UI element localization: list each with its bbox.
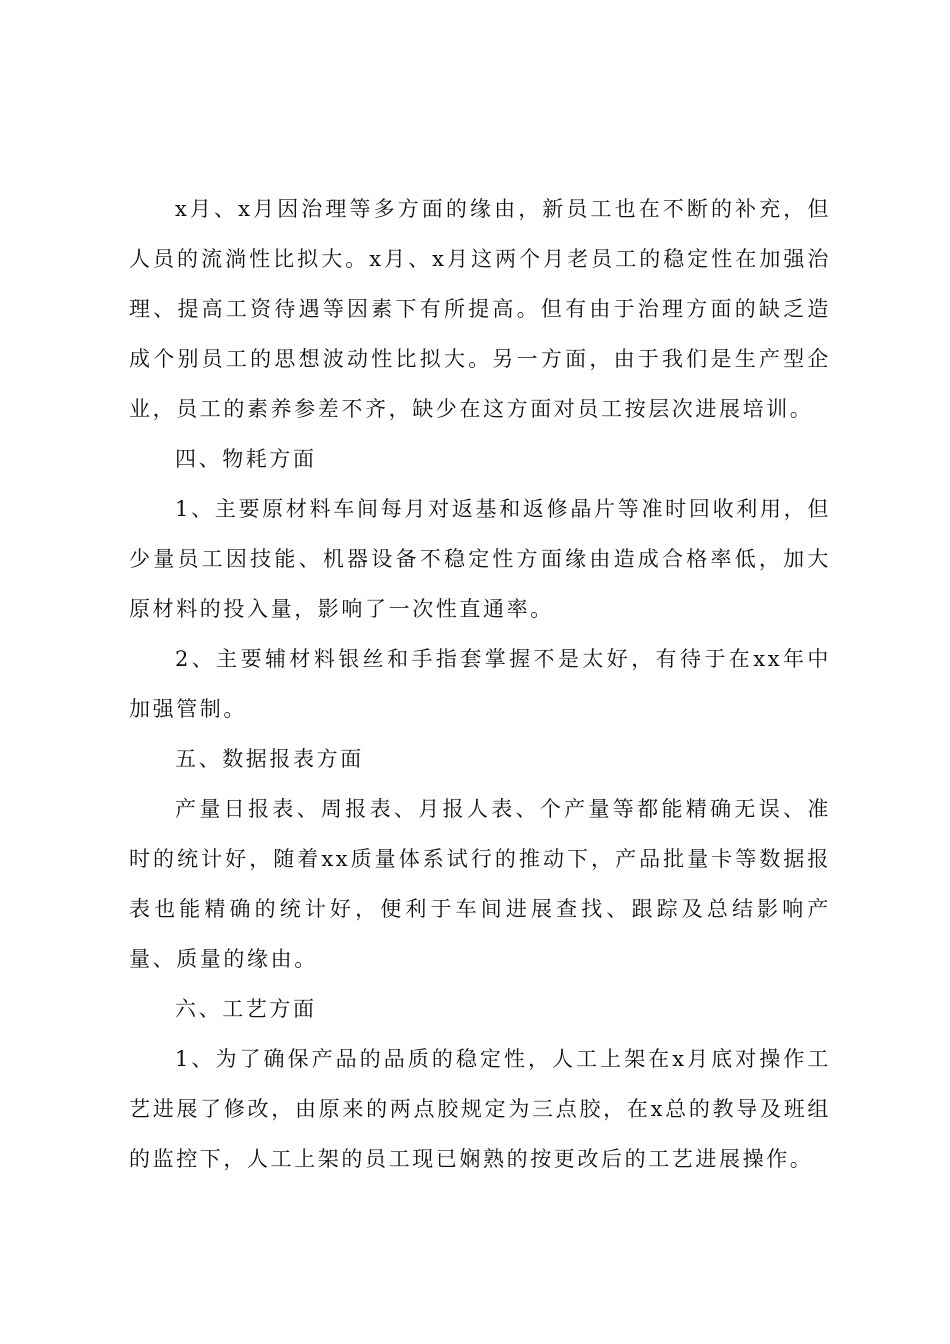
- section-heading-reports: 五、数据报表方面: [175, 747, 364, 771]
- section-heading-process: 六、工艺方面: [175, 997, 317, 1021]
- paragraph-process: 1、为了确保产品的品质的稳定性，人工上架在x月底对操作工艺进展了修改，由原来的两点胶规定为三点胶，在x总的教导及班组的监控下，人工上架的员工现已娴熟的按更改后的工艺进展操作。: [129, 1047, 831, 1171]
- section-heading-materials: 四、物耗方面: [175, 447, 317, 471]
- paragraph-reports: 产量日报表、周报表、月报人表、个产量等都能精确无误、准时的统计好，随着xx质量体系试行的推动下，产品批量卡等数据报表也能精确的统计好，便利于车间进展查找、跟踪及总结影响产量、质量的缘由。: [129, 797, 831, 971]
- paragraph-staffing: x月、x月因治理等多方面的缘由，新员工也在不断的补充，但人员的流淌性比拟大。x月、x月这两个月老员工的稳定性在加强治理、提高工资待遇等因素下有所提高。但有由于治理方面的缺乏造成个别员工的思想波动性比拟大。另一方面，由于我们是生产型企业，员工的素养参差不齐，缺少在这方面对员工按层次进展培训。: [129, 197, 831, 421]
- paragraph-raw-materials: 1、主要原材料车间每月对返基和返修晶片等准时回收利用，但少量员工因技能、机器设备不稳定性方面缘由造成合格率低，加大原材料的投入量，影响了一次性直通率。: [129, 497, 831, 621]
- paragraph-auxiliary-materials: 2、主要辅材料银丝和手指套掌握不是太好，有待于在xx年中加强管制。: [129, 647, 831, 721]
- document-body: [129, 184, 831, 1184]
